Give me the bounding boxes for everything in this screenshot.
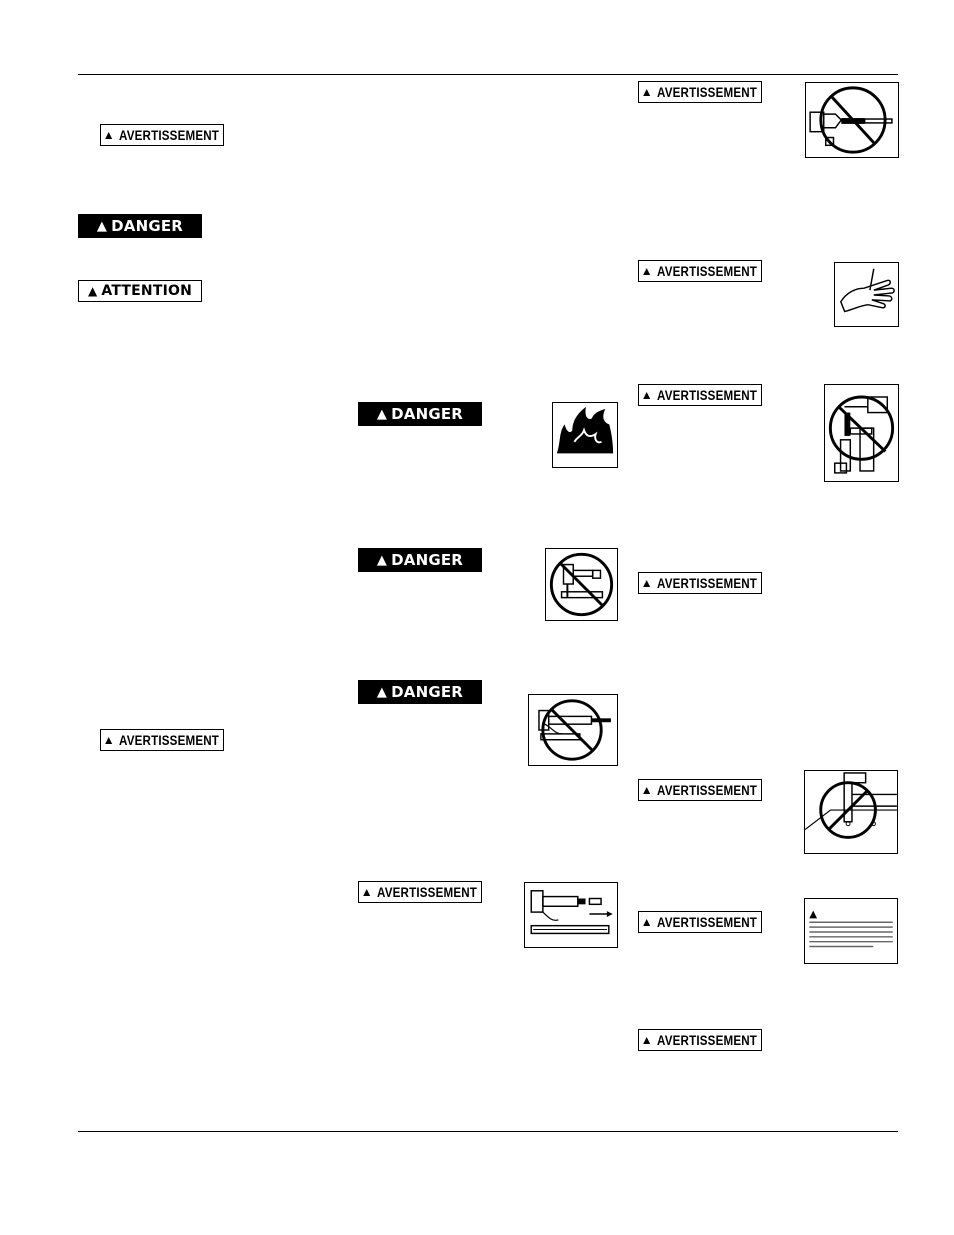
avertissement-badge: ▲ AVERTISSEMENT <box>638 911 762 933</box>
danger-badge: ▲ DANGER <box>358 548 482 572</box>
warning-triangle-icon: ▲ <box>360 885 373 899</box>
disconnect-air-icon <box>524 882 618 948</box>
warning-triangle-icon: ▲ <box>640 783 653 797</box>
avertissement-badge: ▲ AVERTISSEMENT <box>638 1029 762 1051</box>
no-contact-trip-icon <box>804 770 898 854</box>
warning-label-icon <box>804 898 898 964</box>
warning-triangle-icon: ▲ <box>102 128 115 142</box>
warning-triangle-icon: ▲ <box>640 85 653 99</box>
no-hold-nailer-icon <box>528 694 618 766</box>
fire-hazard-icon <box>552 402 618 468</box>
avertissement-badge: ▲ AVERTISSEMENT <box>638 572 762 594</box>
warning-triangle-icon: ▲ <box>96 218 108 234</box>
warning-triangle-icon: ▲ <box>640 388 653 402</box>
avertissement-badge: ▲ AVERTISSEMENT <box>358 881 482 903</box>
bottom-rule <box>78 1131 898 1132</box>
no-hose-connection-icon <box>824 384 899 482</box>
danger-badge: ▲ DANGER <box>358 402 482 426</box>
danger-badge: ▲ DANGER <box>358 680 482 704</box>
hand-injury-icon <box>834 262 899 327</box>
no-disconnect-hose-icon <box>805 82 899 158</box>
warning-triangle-icon: ▲ <box>640 264 653 278</box>
warning-triangle-icon: ▲ <box>640 915 653 929</box>
avertissement-badge: ▲ AVERTISSEMENT <box>100 124 224 146</box>
avertissement-badge: ▲ AVERTISSEMENT <box>100 729 224 751</box>
danger-badge: ▲ DANGER <box>78 214 202 238</box>
avertissement-badge: ▲ AVERTISSEMENT <box>638 779 762 801</box>
warning-triangle-icon: ▲ <box>640 576 653 590</box>
top-rule <box>78 74 898 75</box>
warning-triangle-icon: ▲ <box>376 552 388 568</box>
no-nailer-connection-icon <box>545 548 618 621</box>
warning-triangle-icon: ▲ <box>87 284 98 298</box>
attention-badge: ▲ ATTENTION <box>78 280 202 302</box>
warning-triangle-icon: ▲ <box>376 406 388 422</box>
warning-triangle-icon: ▲ <box>376 684 388 700</box>
warning-triangle-icon: ▲ <box>640 1033 653 1047</box>
warning-triangle-icon: ▲ <box>102 733 115 747</box>
avertissement-badge: ▲ AVERTISSEMENT <box>638 384 762 406</box>
avertissement-badge: ▲ AVERTISSEMENT <box>638 81 762 103</box>
avertissement-badge: ▲ AVERTISSEMENT <box>638 260 762 282</box>
